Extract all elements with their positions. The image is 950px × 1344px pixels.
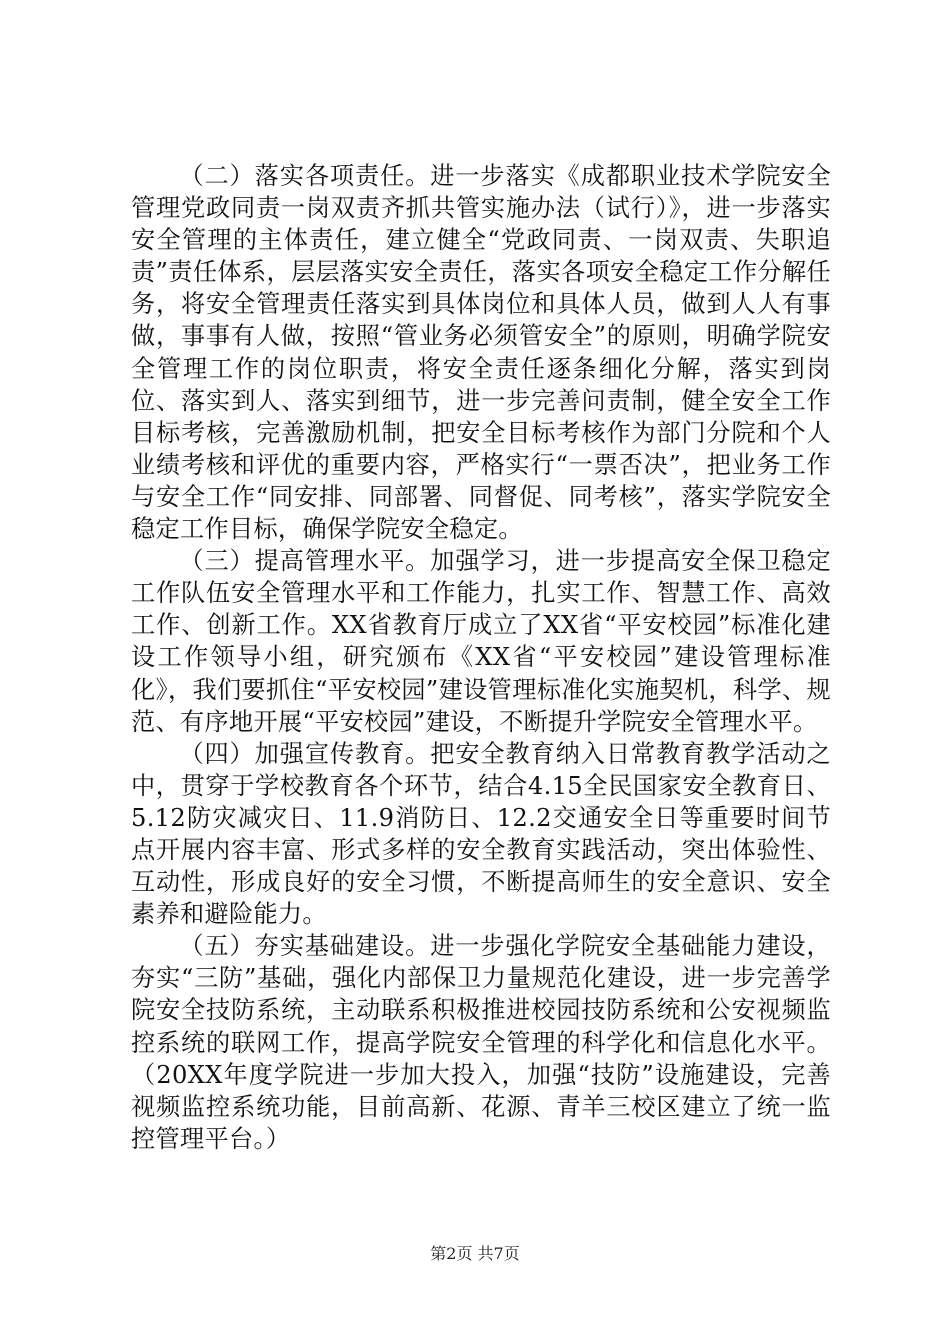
page-number-footer: 第2页 共7页 <box>430 1244 520 1263</box>
document-body <box>131 160 831 1155</box>
paragraph-responsibility: （二）落实各项责任。进一步落实《成都职业技术学院安全管理党政同责一岗双责齐抓共管实施办法（试行）》，进一步落实安全管理的主体责任，建立健全“党政同责、一岗双责、失职追责”责任体系，层层落实安全责任，落实各项安全稳定工作分解任务，将安全管理责任落实到具体岗位和具体人员，做到人人有事做，事事有人做，按照“管业务必须管安全”的原则，明确学院安全管理工作的岗位职责，将安全责任逐条细化分解，落实到岗位、落实到人、落实到细节，进一步完善问责制，健全安全工作目标考核，完善激励机制，把安全目标考核作为部门分院和个人业绩考核和评优的重要内容，严格实行“一票否决”，把业务工作与安全工作“同安排、同部署、同督促、同考核”，落实学院安全稳定工作目标，确保学院安全稳定。 <box>131 162 831 544</box>
paragraph-management-level: （三）提高管理水平。加强学习，进一步提高安全保卫稳定工作队伍安全管理水平和工作能力，扎实工作、智慧工作、高效工作、创新工作。XX省教育厅成立了XX省“平安校园”标准化建设工作领导小组，研究颁布《XX省“平安校园”建设管理标准化》，我们要抓住“平安校园”建设管理标准化实施契机，科学、规范、有序地开展“平安校园”建设，不断提升学院安全管理水平。 <box>131 547 831 736</box>
paragraph-foundation-building: （五）夯实基础建设。进一步强化学院安全基础能力建设，夯实“三防”基础，强化内部保卫力量规范化建设，进一步完善学院安全技防系统，主动联系积极推进校园技防系统和公安视频监控系统的联网工作，提高学院安全管理的科学化和信息化水平。（20XX年度学院进一步加大投入，加强“技防”设施建设，完善视频监控系统功能，目前高新、花源、青羊三校区建立了统一监控管理平台。） <box>131 932 831 1153</box>
paragraph-publicity-education: （四）加强宣传教育。把安全教育纳入日常教育教学活动之中，贯穿于学校教育各个环节，结合4.15全民国家安全教育日、5.12防灾减灾日、11.9消防日、12.2交通安全日等重要时间节点开展内容丰富、形式多样的安全教育实践活动，突出体验性、互动性，形成良好的安全习惯，不断提高师生的安全意识、安全素养和避险能力。 <box>131 739 831 929</box>
